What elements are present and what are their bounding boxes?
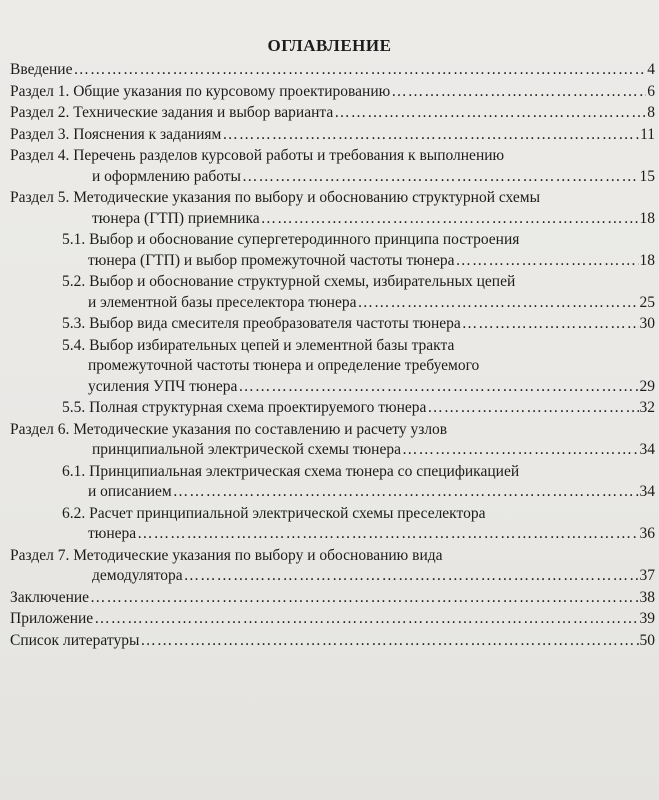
toc-page-number: 4: [647, 61, 655, 78]
toc-item-text: 5.2. Выбор и обоснование структурной схемы, избирательных цепей: [62, 273, 516, 290]
toc-page-number: 32: [639, 399, 655, 416]
toc-item-section-5-1: [10, 230, 655, 271]
toc-item-text-continued: и оформлению работы: [92, 167, 241, 185]
leader-dots: [455, 251, 638, 272]
toc-page-number: 39: [639, 610, 655, 627]
toc-page-number: 50: [639, 631, 655, 649]
toc-item-section-6: [10, 420, 655, 461]
toc-item-text-continued: принципиальной электрической схемы тюнера: [92, 441, 401, 458]
toc-item-section-6-1: [10, 462, 655, 503]
leader-dots: [427, 398, 638, 419]
toc-item-text: Приложение: [10, 610, 94, 627]
toc-item-section-5-2: [10, 272, 655, 313]
toc-page-number: 6: [647, 82, 655, 100]
leader-dots: [402, 440, 639, 461]
toc-item-text: Раздел 3. Пояснения к заданиям: [10, 125, 222, 143]
leader-dots: [73, 60, 646, 81]
toc-item-text: Раздел 5. Методические указания по выбору и обоснованию структурной схемы: [10, 189, 541, 206]
toc-item-section-6-2: [10, 504, 655, 545]
toc-item-section-4: [10, 146, 655, 187]
table-of-contents: [10, 60, 655, 652]
toc-item-text: Список литературы: [10, 631, 140, 649]
toc-page-number: 25: [639, 293, 655, 311]
toc-page-number: 18: [639, 209, 655, 227]
toc-page-number: 34: [639, 483, 655, 500]
leader-dots: [184, 566, 639, 587]
toc-page-number: 18: [639, 251, 655, 269]
toc-item-section-5-4: [10, 336, 655, 398]
toc-item-text: Раздел 6. Методические указания по составлению и расчету узлов: [10, 420, 448, 438]
toc-item-section-1: [10, 82, 655, 103]
toc-page-number: 15: [639, 167, 655, 185]
leader-dots: [334, 103, 646, 124]
toc-item-section-7: [10, 546, 655, 587]
toc-item-text: 5.5. Полная структурная схема проектируемого тюнера: [62, 399, 427, 416]
toc-item-appendix: [10, 609, 655, 630]
toc-page-number: 34: [639, 441, 655, 458]
toc-page-number: 8: [647, 104, 655, 121]
toc-item-intro: [10, 60, 655, 81]
toc-item-text: Раздел 7. Методические указания по выбору и обоснованию вида: [10, 546, 443, 564]
toc-page-number: 29: [639, 377, 655, 395]
toc-item-section-3: [10, 125, 655, 146]
toc-item-text: Введение: [10, 61, 73, 78]
toc-page-number: 36: [639, 525, 655, 542]
toc-item-text-continued: усиления УПЧ тюнера: [88, 377, 238, 395]
toc-item-text: Раздел 2. Технические задания и выбор варианта: [10, 104, 334, 121]
toc-item-text-continued: тюнера (ГТП) и выбор промежуточной частоты тюнера: [88, 251, 455, 269]
toc-page-number: 37: [639, 567, 655, 584]
toc-item-section-5: [10, 188, 655, 229]
toc-item-section-5-3: [10, 314, 655, 335]
toc-item-text-continued: промежуточной частоты тюнера и определение требуемого: [88, 357, 480, 374]
leader-dots: [140, 631, 638, 652]
toc-item-section-5-5: [10, 398, 655, 419]
toc-page-number: 11: [640, 125, 655, 143]
toc-item-text: 5.4. Выбор избирательных цепей и элементной базы тракта: [62, 336, 455, 354]
toc-item-conclusion: [10, 588, 655, 609]
leader-dots: [462, 314, 639, 335]
leader-dots: [90, 588, 638, 609]
leader-dots: [261, 209, 639, 230]
toc-item-text: 6.2. Расчет принципиальной электрической схемы преселектора: [62, 504, 486, 522]
leader-dots: [173, 482, 639, 503]
leader-dots: [391, 82, 646, 103]
toc-item-text: 6.1. Принципиальная электрическая схема тюнера со спецификацией: [62, 462, 520, 480]
toc-item-text: 5.3. Выбор вида смесителя преобразователя частоты тюнера: [62, 315, 461, 332]
toc-page-number: 38: [639, 588, 655, 606]
leader-dots: [358, 293, 639, 314]
leader-dots: [94, 609, 638, 630]
toc-item-text-continued: и описанием: [88, 483, 172, 500]
toc-item-text: Раздел 1. Общие указания по курсовому проектированию: [10, 82, 391, 100]
toc-item-text: Заключение: [10, 588, 90, 606]
leader-dots: [242, 167, 639, 188]
leader-dots: [238, 377, 638, 398]
toc-item-text-continued: демодулятора: [92, 567, 183, 584]
toc-item-references: [10, 631, 655, 652]
toc-page-number: 30: [639, 315, 655, 332]
toc-item-text-continued: тюнера (ГТП) приемника: [92, 209, 260, 227]
leader-dots: [137, 524, 638, 545]
toc-item-section-2: [10, 103, 655, 124]
leader-dots: [222, 125, 639, 146]
toc-item-text-continued: и элементной базы преселектора тюнера: [88, 293, 357, 311]
toc-item-text: 5.1. Выбор и обоснование супергетеродинного принципа построения: [62, 231, 520, 248]
toc-item-text: Раздел 4. Перечень разделов курсовой работы и требования к выполнению: [10, 147, 505, 164]
toc-item-text-continued: тюнера: [88, 525, 137, 542]
page-title: ОГЛАВЛЕНИЕ: [267, 36, 392, 55]
